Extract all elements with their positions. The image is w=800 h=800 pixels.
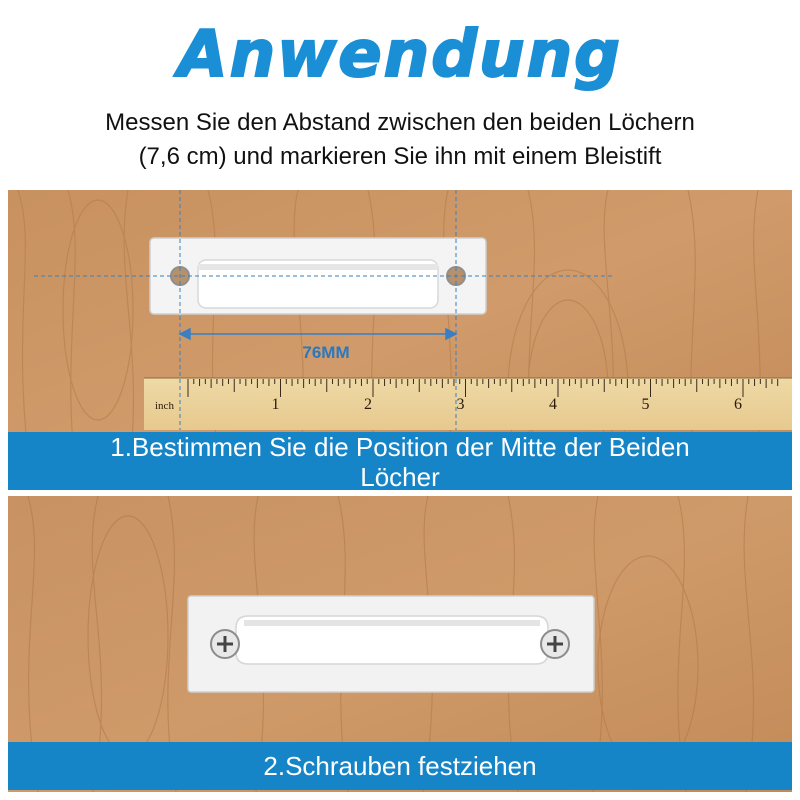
ruler-number: 4 [549, 396, 557, 413]
screw-right-icon [541, 630, 569, 658]
step1-caption-line-2: Löcher [360, 462, 440, 490]
ruler-number: 2 [364, 396, 372, 413]
instruction-text [0, 106, 800, 174]
step1-caption-line-1: 1.Bestimmen Sie die Position der Mitte der Beiden [110, 432, 690, 462]
step2-caption: 2.Schrauben festziehen [8, 742, 792, 790]
ruler-unit-label: inch [155, 400, 174, 412]
page-title-text: Anwendung [178, 18, 622, 92]
handle-mounted [188, 596, 594, 692]
step1-caption [8, 432, 792, 490]
instruction-line-2: (7,6 cm) und markieren Sie ihn mit einem Bleistift [138, 143, 662, 170]
ruler-number: 1 [271, 396, 280, 413]
ruler-number: 6 [734, 396, 742, 413]
step1-photo [8, 190, 792, 490]
page-title [0, 4, 800, 100]
measurement-label: 76MM [302, 343, 350, 362]
instruction-line-1: Messen Sie den Abstand zwischen den beiden Löchern [105, 109, 695, 136]
ruler-number: 3 [456, 396, 465, 413]
ruler-number: 5 [641, 396, 650, 413]
ruler-numbers [272, 396, 743, 413]
screw-left-icon [211, 630, 239, 658]
step2-photo [8, 496, 792, 792]
